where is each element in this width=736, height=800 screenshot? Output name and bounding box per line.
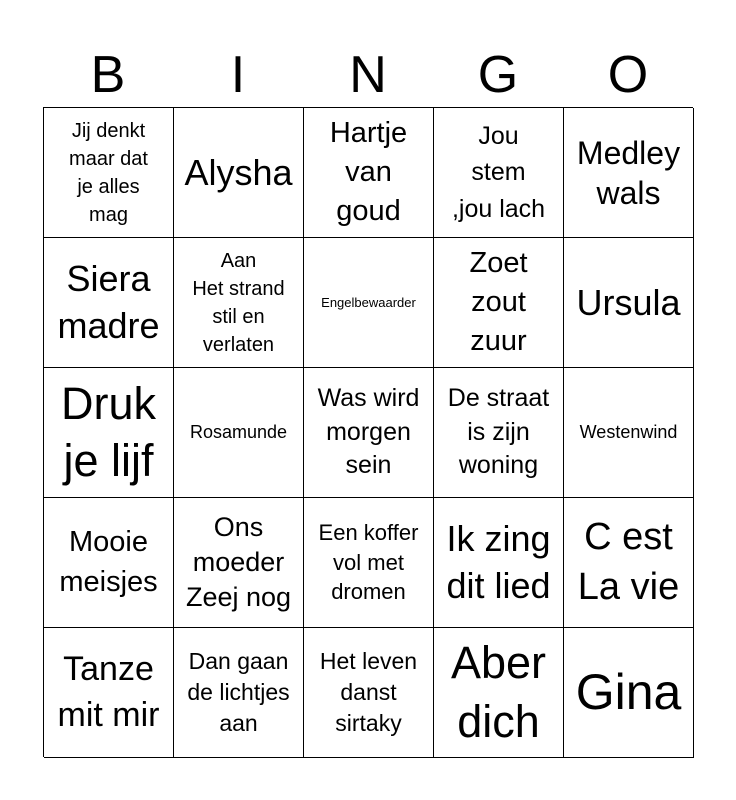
header-letter-g: G xyxy=(477,46,519,104)
bingo-cell[interactable]: Ursula xyxy=(564,238,694,368)
bingo-cell[interactable]: Medley wals xyxy=(564,108,694,238)
bingo-cell[interactable]: Dan gaan de lichtjes aan xyxy=(174,628,304,758)
bingo-cell[interactable]: Siera madre xyxy=(44,238,174,368)
bingo-header xyxy=(43,42,693,108)
bingo-cell[interactable]: Aan Het strand stil en verlaten xyxy=(174,238,304,368)
header-letter-b: B xyxy=(90,46,126,104)
bingo-cell[interactable]: De straat is zijn woning xyxy=(434,368,564,498)
bingo-cell[interactable]: Rosamunde xyxy=(174,368,304,498)
bingo-cell[interactable]: Tanze mit mir xyxy=(44,628,174,758)
bingo-cell[interactable]: Gina xyxy=(564,628,694,758)
bingo-cell[interactable]: Mooie meisjes xyxy=(44,498,174,628)
bingo-cell[interactable]: Aber dich xyxy=(434,628,564,758)
header-letter-n: N xyxy=(349,46,387,104)
bingo-cell[interactable]: Zoet zout zuur xyxy=(434,238,564,368)
bingo-cell[interactable]: Jou stem ,jou lach xyxy=(434,108,564,238)
header-letter-i: I xyxy=(230,46,246,104)
bingo-cell[interactable]: Engelbewaarder xyxy=(304,238,434,368)
bingo-cell[interactable]: Ik zing dit lied xyxy=(434,498,564,628)
bingo-cell[interactable]: Westenwind xyxy=(564,368,694,498)
bingo-cell[interactable]: Was wird morgen sein xyxy=(304,368,434,498)
bingo-cell[interactable]: Alysha xyxy=(174,108,304,238)
header-letter-o: O xyxy=(607,46,649,104)
bingo-cell[interactable]: Het leven danst sirtaky xyxy=(304,628,434,758)
bingo-cell[interactable]: C est La vie xyxy=(564,498,694,628)
bingo-grid xyxy=(43,107,693,757)
bingo-cell[interactable]: Een koffer vol met dromen xyxy=(304,498,434,628)
bingo-cell[interactable]: Druk je lijf xyxy=(44,368,174,498)
bingo-cell[interactable]: Jij denkt maar dat je alles mag xyxy=(44,108,174,238)
bingo-cell[interactable]: Ons moeder Zeej nog xyxy=(174,498,304,628)
bingo-cell[interactable]: Hartje van goud xyxy=(304,108,434,238)
